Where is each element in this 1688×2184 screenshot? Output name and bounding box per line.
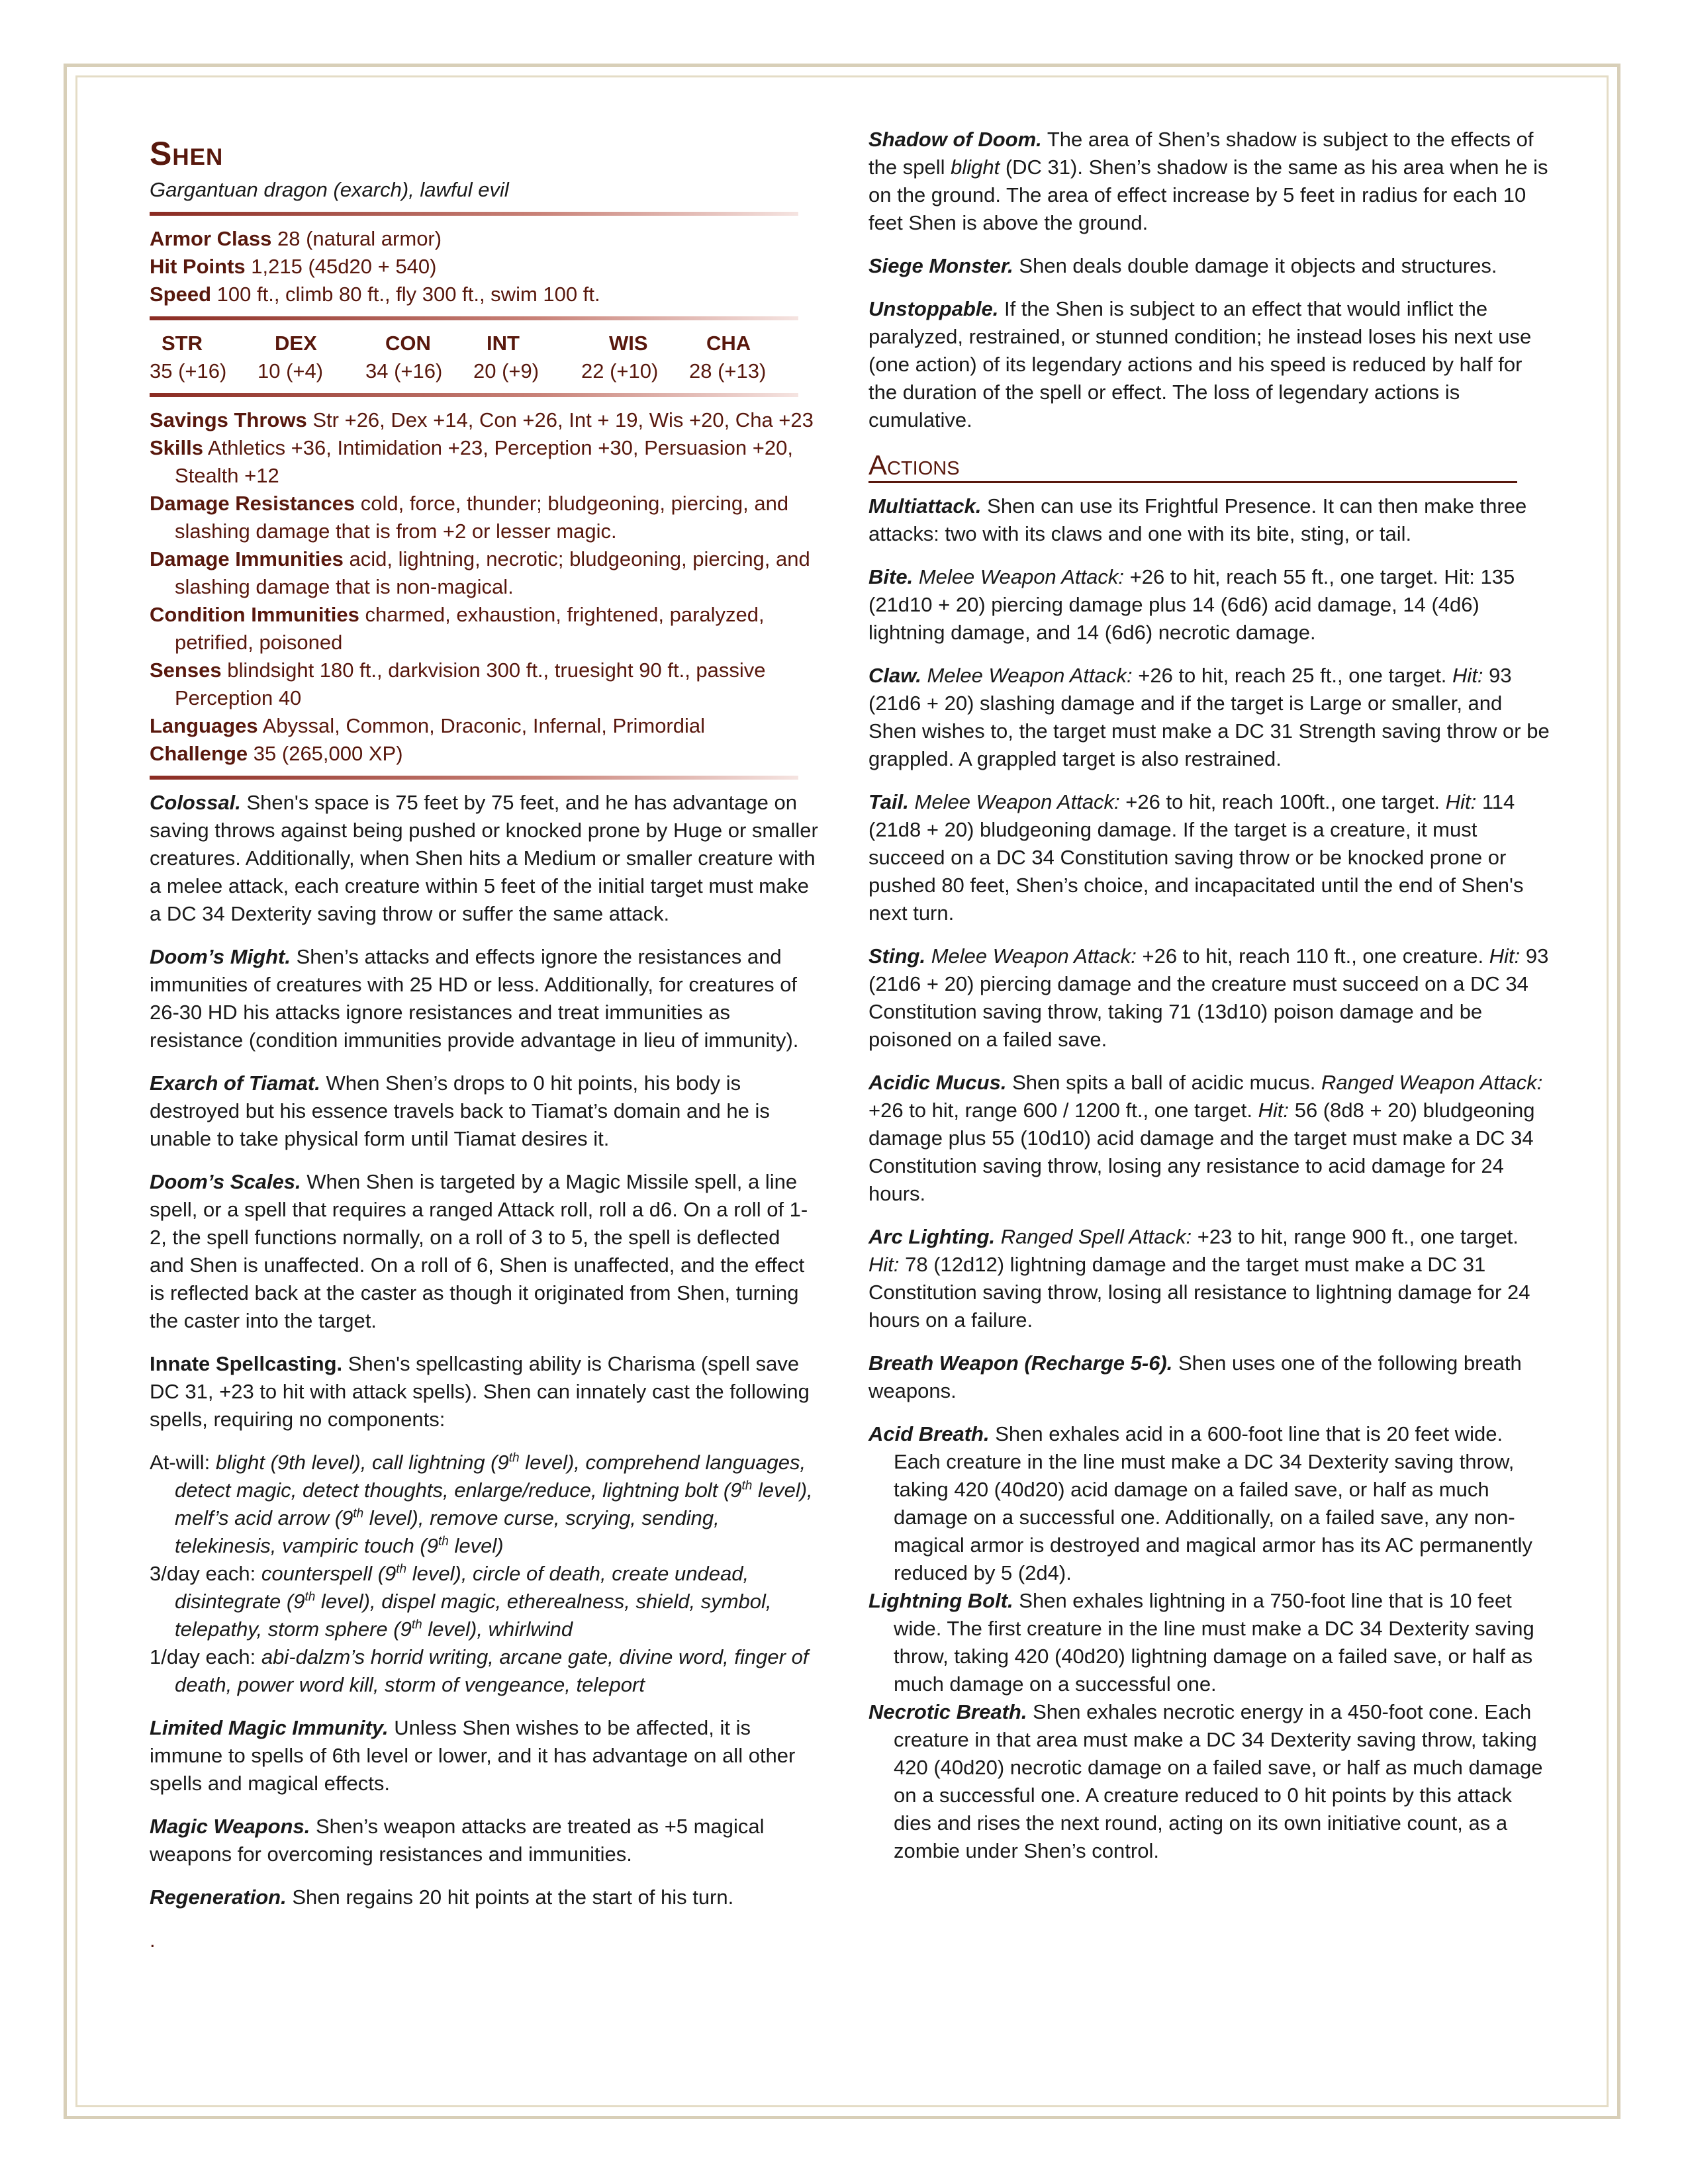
ability-score: 28 (+13) xyxy=(689,359,767,383)
ability-name: CHA xyxy=(706,332,751,355)
action-acidic-mucus xyxy=(868,1069,1550,1208)
damage-resistances-line xyxy=(150,490,818,545)
breath-text: Shen exhales lightning in a 750-foot line that is 10 feet wide. The first creature in the line must make a DC 34 Dexterity saving throw, taking 420 (40d20) lightning damage on a failed save, or half as much damage on a successful one. xyxy=(894,1589,1534,1696)
monster-name: Shen xyxy=(150,135,224,172)
ability-score: 10 (+4) xyxy=(258,359,324,383)
breath-title: Necrotic Breath. xyxy=(868,1700,1027,1723)
action-title: Arc Lighting. xyxy=(868,1225,996,1248)
ability-score: 35 (+16) xyxy=(150,359,227,383)
attack-type: Melee Weapon Attack: xyxy=(931,944,1137,968)
divider-rule xyxy=(150,212,798,216)
spell-list: abi-dalzm’s horrid writing, arcane gate, divine word, finger of death, power word kill, storm of vengeance, teleport xyxy=(175,1645,809,1696)
skills-label: Skills xyxy=(150,436,203,459)
challenge-label: Challenge xyxy=(150,742,248,765)
trait-title: Doom’s Scales. xyxy=(150,1170,301,1193)
ability-score: 22 (+10) xyxy=(581,359,659,383)
action-text: 93 (21d6 + 20) slashing damage and if the target is Large or smaller, and Shen wishes to, the target must make a DC 31 Strength saving throw or be grappled. A grappled target is also restrained. xyxy=(868,664,1550,770)
languages-value: Abyssal, Common, Draconic, Infernal, Primordial xyxy=(262,714,706,737)
trait-regeneration xyxy=(150,1884,818,1911)
speed-line xyxy=(150,281,818,308)
damage-resistances-value: cold, force, thunder; bludgeoning, piercing, and slashing damage that is from +2 or lesser magic. xyxy=(175,492,789,543)
breath-necrotic xyxy=(868,1698,1550,1865)
trait-title: Siege Monster. xyxy=(868,254,1013,277)
action-title: Bite. xyxy=(868,565,914,588)
skills-value: Athletics +36, Intimidation +23, Perception +30, Persuasion +20, Stealth +12 xyxy=(175,436,793,487)
hit-points-line xyxy=(150,253,818,281)
trait-title: Colossal. xyxy=(150,791,241,814)
ability-name: CON xyxy=(385,332,431,355)
breath-acid xyxy=(868,1420,1550,1587)
senses-line xyxy=(150,657,818,712)
armor-class-label: Armor Class xyxy=(150,227,272,250)
languages-label: Languages xyxy=(150,714,258,737)
breath-text: Shen exhales acid in a 600-foot line that is 20 feet wide. Each creature in the line must make a DC 34 Dexterity saving throw, taking 420 (40d20) acid damage on a failed save, or half as much damage on a successful one. Additionally, on a failed save, any non-magical armor is destroyed and magical armor has its AC permanently reduced by 5 (2d4). xyxy=(894,1422,1532,1584)
hit-label: Hit: xyxy=(1445,790,1477,813)
trait-dooms-scales xyxy=(150,1168,818,1335)
ability-name: DEX xyxy=(275,332,317,355)
trait-text: When Shen is targeted by a Magic Missile spell, a line spell, or a spell that requires a ranged Attack roll, roll a d6. On a roll of 1-2, the spell functions normally, on a roll of 3 to 5, the spell is deflected and Shen is unaffected. On a roll of 6, Shen is unaffected, and the effect is reflected back at the caster as though it originated from Shen, turning the caster into the target. xyxy=(150,1170,808,1332)
breath-title: Acid Breath. xyxy=(868,1422,990,1445)
trait-text: Shen's space is 75 feet by 75 feet, and he has advantage on saving throws against being pushed or knocked prone by Huge or smaller creatures. Additionally, when Shen hits a Medium or smaller creature with a melee attack, each creature within 5 feet of the initial target must make a DC 34 Dexterity saving throw or suffer the same attack. xyxy=(150,791,818,925)
action-bite xyxy=(868,563,1550,647)
action-text: Shen can use its Frightful Presence. It can then make three attacks: two with its claws and one with its bite, sting, or tail. xyxy=(868,494,1527,545)
action-text: Shen uses one of the following breath weapons. xyxy=(868,1351,1522,1402)
divider-rule xyxy=(150,393,798,397)
trait-text: Shen’s attacks and effects ignore the resistances and immunities of creatures with 25 HD or less. Additionally, for creatures of 26-30 HD his attacks ignore resistances and treat immunities as resistance (condition immunities provide advantage in lieu of immunity). xyxy=(150,945,799,1052)
action-text: 114 (21d8 + 20) bludgeoning damage. If the target is a creature, it must succeed on a DC 34 Constitution saving throw or be knocked prone or pushed 80 feet, Shen’s choice, and incapacitated until the end of Shen's next turn. xyxy=(868,790,1524,925)
trait-text: Unless Shen wishes to be affected, it is immune to spells of 6th level or lower, and it has advantage on all other spells and magical effects. xyxy=(150,1716,796,1795)
ability-score-row xyxy=(150,357,798,385)
hit-points-value: 1,215 (45d20 + 540) xyxy=(251,255,437,278)
spell-name: blight xyxy=(951,156,1000,179)
speed-label: Speed xyxy=(150,283,212,306)
trait-title: Innate Spellcasting. xyxy=(150,1352,343,1375)
attack-type: Ranged Weapon Attack: xyxy=(1321,1071,1543,1094)
innate-spellcasting xyxy=(150,1350,818,1433)
saving-throws-value: Str +26, Dex +14, Con +26, Int + 19, Wis +20, Cha +23 xyxy=(312,408,814,432)
trait-exarch xyxy=(150,1069,818,1153)
senses-value: blindsight 180 ft., darkvision 300 ft., truesight 90 ft., passive Perception 40 xyxy=(175,659,766,709)
actions-heading: Actions xyxy=(868,449,960,480)
spell-list-3-day xyxy=(150,1560,818,1643)
trait-text: Shen regains 20 hit points at the start of his turn. xyxy=(292,1886,734,1909)
attack-type: Melee Weapon Attack: xyxy=(914,790,1120,813)
action-text: 93 (21d6 + 20) piercing damage and the creature must succeed on a DC 34 Constitution saving throw, taking 71 (13d10) poison damage and be poisoned on a failed save. xyxy=(868,944,1549,1051)
trait-text: (DC 31). Shen’s shadow is the same as his area when he is on the ground. The area of effect increase by 5 feet in radius for each 10 feet Shen is above the ground. xyxy=(868,156,1548,234)
trait-title: Doom’s Might. xyxy=(150,945,291,968)
damage-immunities-line xyxy=(150,545,818,601)
trait-title: Limited Magic Immunity. xyxy=(150,1716,389,1739)
action-sting xyxy=(868,942,1550,1054)
hit-label: Hit: xyxy=(1258,1099,1289,1122)
trait-title: Exarch of Tiamat. xyxy=(150,1071,320,1095)
monster-subtitle: Gargantuan dragon (exarch), lawful evil xyxy=(150,178,509,201)
action-text: +26 to hit, reach 25 ft., one target. xyxy=(1138,664,1447,687)
action-title: Claw. xyxy=(868,664,921,687)
spell-frequency-label: 3/day each: xyxy=(150,1562,256,1585)
spell-list: blight (9th level), call lightning (9th level), comprehend languages, detect magic, detect thoughts, enlarge/reduce, lightning bolt (9th level), melf’s acid arrow (9th level), remove curse, scrying, sending, telekinesis, vampiric touch (9th level) xyxy=(175,1451,813,1557)
ability-header-row xyxy=(150,330,798,357)
attack-type: Melee Weapon Attack: xyxy=(927,664,1133,687)
action-text: Shen spits a ball of acidic mucus. xyxy=(1012,1071,1316,1094)
action-title: Acidic Mucus. xyxy=(868,1071,1007,1094)
attack-type: Melee Weapon Attack: xyxy=(918,565,1124,588)
right-column xyxy=(868,126,1550,1865)
action-text: +26 to hit, reach 55 ft., one target. Hit: 135 (21d10 + 20) piercing damage plus 14 (6d6) acid damage, 14 (4d6) lightning damage, and 14 (6d6) necrotic damage. xyxy=(868,565,1515,644)
trait-limited-magic-immunity xyxy=(150,1714,818,1797)
action-text: +26 to hit, reach 100ft., one target. xyxy=(1125,790,1440,813)
action-title: Multiattack. xyxy=(868,494,982,518)
ability-name: STR xyxy=(162,332,203,355)
divider-rule xyxy=(150,776,798,780)
senses-label: Senses xyxy=(150,659,222,682)
languages-line xyxy=(150,712,818,740)
trait-magic-weapons xyxy=(150,1813,818,1868)
trait-text: Shen's spellcasting ability is Charisma (spell save DC 31, +23 to hit with attack spells). Shen can innately cast the following spells, requiring no components: xyxy=(150,1352,810,1431)
action-title: Breath Weapon (Recharge 5-6). xyxy=(868,1351,1173,1375)
speed-value: 100 ft., climb 80 ft., fly 300 ft., swim 100 ft. xyxy=(216,283,600,306)
breath-title: Lightning Bolt. xyxy=(868,1589,1013,1612)
action-title: Sting. xyxy=(868,944,926,968)
divider-rule xyxy=(150,316,798,320)
skills-line xyxy=(150,434,818,490)
attack-type: Ranged Spell Attack: xyxy=(1000,1225,1192,1248)
action-text: +26 to hit, reach 110 ft., one creature. xyxy=(1142,944,1484,968)
breath-text: Shen exhales necrotic energy in a 450-foot cone. Each creature in that area must make a DC 34 Dexterity saving throw, taking 420 (40d20) necrotic damage on a failed save, or half as much damage on a successful one. A creature reduced to 0 hit points by this attack dies and rises the next round, acting on its own initiative count, as a zombie under Shen’s control. xyxy=(894,1700,1543,1862)
spell-frequency-label: At-will: xyxy=(150,1451,211,1474)
left-column xyxy=(150,126,818,1954)
trait-text: The area of Shen’s shadow is subject to the effects of the spell xyxy=(868,128,1534,179)
hit-label: Hit: xyxy=(1452,664,1483,687)
hit-points-label: Hit Points xyxy=(150,255,246,278)
action-claw xyxy=(868,662,1550,773)
spell-list: counterspell (9th level), circle of death, create undead, disintegrate (9th level), dispel magic, etherealness, shield, symbol, telepathy, storm sphere (9th level), whirlwind xyxy=(175,1562,772,1641)
hit-label: Hit: xyxy=(1489,944,1521,968)
trait-siege-monster xyxy=(868,252,1550,280)
action-text: 56 (8d8 + 20) bludgeoning damage plus 55 (10d10) acid damage and the target must make a DC 34 Constitution saving throw, losing any resistance to acid damage for 24 hours. xyxy=(868,1099,1535,1205)
challenge-value: 35 (265,000 XP) xyxy=(253,742,403,765)
condition-immunities-label: Condition Immunities xyxy=(150,603,359,626)
trait-unstoppable xyxy=(868,295,1550,434)
damage-immunities-value: acid, lightning, necrotic; bludgeoning, piercing, and slashing damage that is non-magical. xyxy=(175,547,810,598)
ability-name: WIS xyxy=(609,332,648,355)
hit-label: Hit: xyxy=(868,1253,900,1276)
trait-text: Shen’s weapon attacks are treated as +5 magical weapons for overcoming resistances and immunities. xyxy=(150,1815,765,1866)
saving-throws-line xyxy=(150,406,818,434)
trait-text: If the Shen is subject to an effect that would inflict the paralyzed, restrained, or stunned condition; he instead loses his next use (one action) of its legendary actions and his speed is reduced by half for the duration of the spell or effect. The loss of legendary actions is cumulative. xyxy=(868,297,1532,432)
action-arc-lighting xyxy=(868,1223,1550,1334)
action-multiattack xyxy=(868,492,1550,548)
trait-title: Regeneration. xyxy=(150,1886,287,1909)
action-text: +23 to hit, range 900 ft., one target. xyxy=(1197,1225,1519,1248)
spell-list-at-will xyxy=(150,1449,818,1560)
challenge-line xyxy=(150,740,818,768)
trait-title: Unstoppable. xyxy=(868,297,999,320)
spell-frequency-label: 1/day each: xyxy=(150,1645,256,1668)
trait-text: When Shen’s drops to 0 hit points, his body is destroyed but his essence travels back to Tiamat’s domain and he is unable to take physical form until Tiamat desires it. xyxy=(150,1071,770,1150)
trait-shadow-of-doom xyxy=(868,126,1550,237)
saving-throws-label: Savings Throws xyxy=(150,408,307,432)
action-tail xyxy=(868,788,1550,927)
action-breath-weapon xyxy=(868,1349,1550,1405)
ability-name: INT xyxy=(487,332,520,355)
trait-text: Shen deals double damage it objects and structures. xyxy=(1019,254,1497,277)
actions-heading-rule xyxy=(868,481,1517,483)
damage-resistances-label: Damage Resistances xyxy=(150,492,355,515)
stray-dot: . xyxy=(150,1929,156,1952)
damage-immunities-label: Damage Immunities xyxy=(150,547,344,570)
armor-class-line xyxy=(150,225,818,253)
trait-colossal xyxy=(150,789,818,928)
action-text: +26 to hit, range 600 / 1200 ft., one target. xyxy=(868,1099,1252,1122)
ability-score: 20 (+9) xyxy=(473,359,539,383)
condition-immunities-value: charmed, exhaustion, frightened, paralyzed, petrified, poisoned xyxy=(175,603,765,654)
breath-lightning xyxy=(868,1587,1550,1698)
condition-immunities-line xyxy=(150,601,818,657)
trait-dooms-might xyxy=(150,943,818,1054)
action-text: 78 (12d12) lightning damage and the target must make a DC 31 Constitution saving throw, losing all resistance to lightning damage for 24 hours on a failure. xyxy=(868,1253,1530,1332)
spell-list-1-day xyxy=(150,1643,818,1699)
action-title: Tail. xyxy=(868,790,909,813)
trait-title: Shadow of Doom. xyxy=(868,128,1042,151)
armor-class-value: 28 (natural armor) xyxy=(277,227,442,250)
trait-title: Magic Weapons. xyxy=(150,1815,310,1838)
ability-score: 34 (+16) xyxy=(365,359,443,383)
